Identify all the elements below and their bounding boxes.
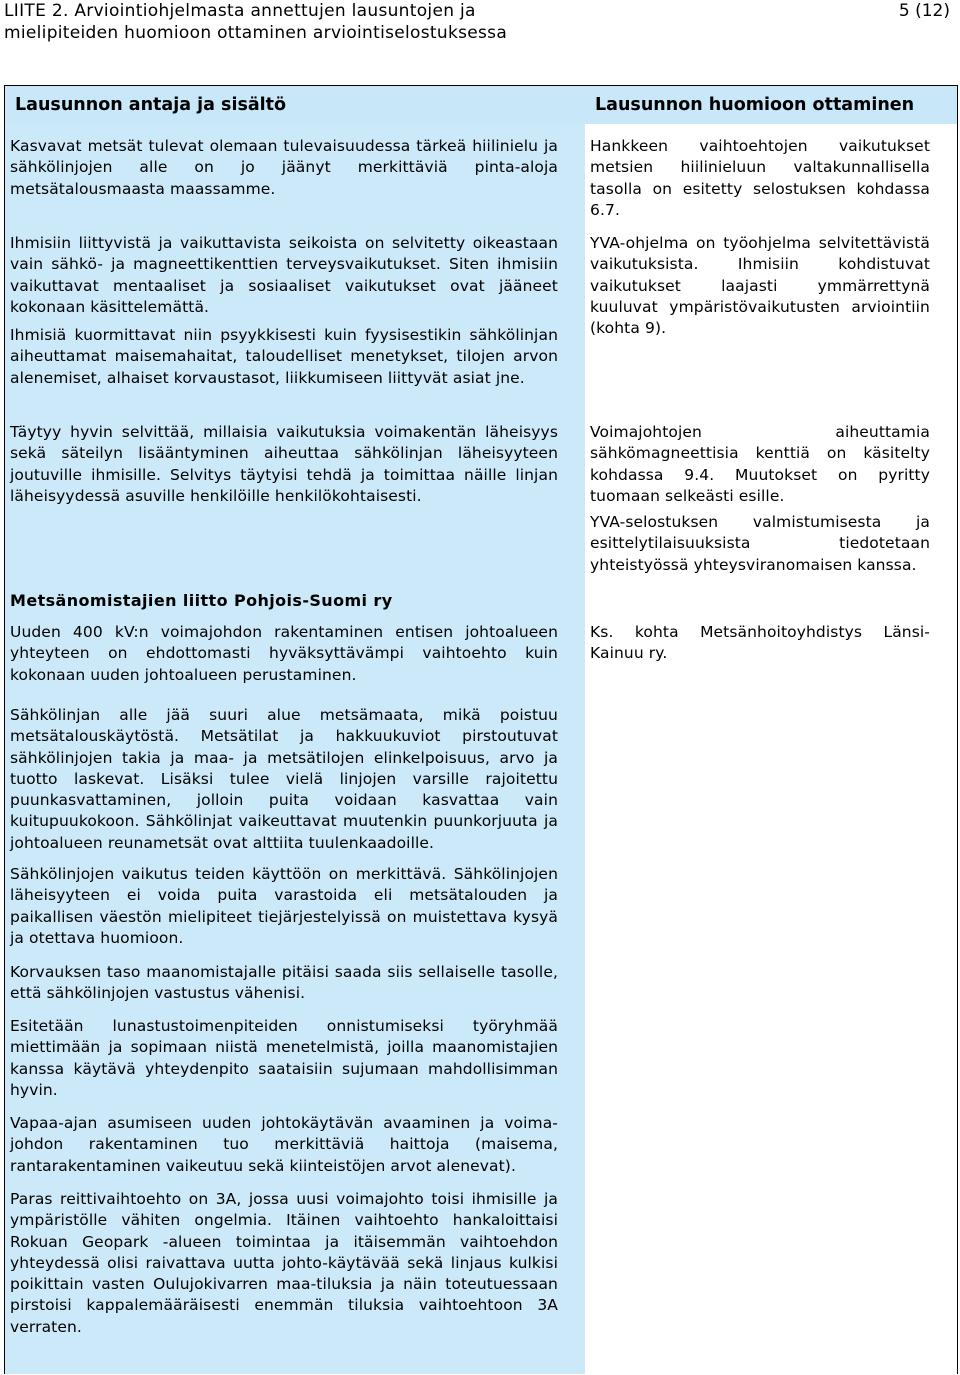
- statement-paragraph: Täytyy hyvin selvittää, millaisia vaikutuksia voimakentän läheisyys sekä säteilyn lisääntyminen aiheuttaa sähkölinjan läheisyyteen joutuville ihmisille. Selvitys täytyisi tehdä ja toimittaa näille linjan läheisyydessä asuville henkilöille henkilökohtaisesti.: [10, 423, 558, 505]
- header-title-line-2: mielipiteiden huomioon ottaminen arviointiselostuksessa: [4, 23, 508, 43]
- statement-paragraph: Kasvavat metsät tulevat olemaan tulevaisuudessa tärkeä hiilinielu ja sähkölinjojen alle on jo jäänyt merkittäviä pinta-aloja metsätalousmaasta maassamme.: [10, 137, 558, 198]
- statement-paragraph: Sähkölinjan alle jää suuri alue metsämaata, mikä poistuu metsätalouskäytöstä. Metsätilat ja hakkuukuviot pirstoutuvat sähkölinjojen takia ja maa- ja metsätilojen elinkelpoisuus, arvo ja tuotto laskevat. Lisäksi tulee vielä linjojen varsille rajoitettu puunkasvattaminen, jolloin puita voidaan kasvattaa vain kuitupuukokoon. Sähkölinjat vaikeuttavat muutenkin puunkorjuuta ja johtoalueen reunametsät ovat alttiita tuulenkaadoille.: [10, 706, 558, 852]
- response-paragraph: Voimajohtojen aiheuttamia sähkömagneettisia kenttiä on käsitelty kohdassa 9.4. Muutokset on pyritty tuomaan selkeästi esille.: [590, 423, 930, 505]
- response-paragraph: Ks. kohta Metsänhoitoyhdistys Länsi-Kainuu ry.: [590, 623, 930, 663]
- column-header-response: Lausunnon huomioon ottaminen: [585, 86, 957, 124]
- response-paragraph: YVA-selostuksen valmistumisesta ja esittelytilaisuuksista tiedotetaan yhteistyössä yhteysviranomaisen kanssa.: [590, 513, 930, 574]
- statement-paragraph: Uuden 400 kV:n voimajohdon rakentaminen entisen johtoalueen yhteyteen on ehdottomasti hyväksyttävämpi vaihtoehto kuin kokonaan uuden johtoalueen perustaminen.: [10, 623, 558, 684]
- statement-paragraph: Ihmisiä kuormittavat niin psyykkisesti kuin fyysisestikin sähkölinjan aiheuttamat maisemahaitat, taloudelliset menetykset, tilojen arvon alenemiset, alhaiset korvaustasot, liikkumiseen liittyvät asiat jne.: [10, 326, 558, 387]
- response-paragraph: YVA-ohjelma on työohjelma selvitettävistä vaikutuksista. Ihmisiin kohdistuvat vaikutukset laajasti ymmärrettynä kuuluvat ympäristövaikutusten arviointiin (kohta 9).: [590, 234, 930, 338]
- page-number: 5 (12): [898, 1, 950, 21]
- statement-paragraph: Korvauksen taso maanomistajalle pitäisi saada siis sellaiselle tasolle, että sähkölinjojen vastustus vähenisi.: [10, 963, 558, 1003]
- organization-title: Metsänomistajien liitto Pohjois-Suomi ry: [10, 591, 393, 610]
- header-title-line-1: LIITE 2. Arviointiohjelmasta annettujen lausuntojen ja: [4, 1, 476, 21]
- statement-paragraph: Sähkölinjojen vaikutus teiden käyttöön on merkittävä. Sähkölinjojen läheisyyteen ei voida puita varastoida eli metsätalouden ja paikallisen väestön mielipiteet tiejärjestelyissä on muistettava kysyä ja otettava huomioon.: [10, 865, 558, 947]
- statement-paragraph: Esitetään lunastustoimenpiteiden onnistumiseksi työryhmää miettimään ja sopimaan niistä menetelmistä, joilla maanomistajien kanssa käytävä yhteydenpito saataisiin sujumaan mahdollisimman hyvin.: [10, 1017, 558, 1099]
- page-header: [4, 0, 956, 44]
- column-header-statement: Lausunnon antaja ja sisältö: [5, 86, 585, 124]
- statement-paragraph: Vapaa-ajan asumiseen uuden johtokäytävän avaaminen ja voima-johdon rakentaminen tuo merkittäviä haittoja (maisema, rantarakentaminen vaikeutuu sekä kiinteistöjen arvot alenevat).: [10, 1114, 558, 1175]
- statement-paragraph: Ihmisiin liittyvistä ja vaikuttavista seikoista on selvitetty oikeastaan vain sähkö- ja magneettikenttien terveysvaikutukset. Siten ihmisiin vaikuttavat mentaaliset ja sosiaaliset vaikutukset ovat jääneet kokonaan käsittelemättä.: [10, 234, 558, 316]
- response-paragraph: Hankkeen vaihtoehtojen vaikutukset metsien hiilinieluun valtakunnallisella tasolla on esitetty selostuksen kohdassa 6.7.: [590, 137, 930, 219]
- statement-paragraph: Paras reittivaihtoehto on 3A, jossa uusi voimajohto toisi ihmisille ja ympäristölle vähiten ongelmia. Itäinen vaihtoehto hankaloittaisi Rokuan Geopark -alueen toimintaa ja itäisemmän vaihtoehdon yhteydessä olisi raivattava uutta johto-käytävää sekä linjaus kulkisi poikittain vasten Oulujokivarren maa-tiluksia ja näin toteutuessaan pirstoisi kappalemääräisesti enemmän tiluksia vaihtoehtoon 3A verraten.: [10, 1190, 558, 1336]
